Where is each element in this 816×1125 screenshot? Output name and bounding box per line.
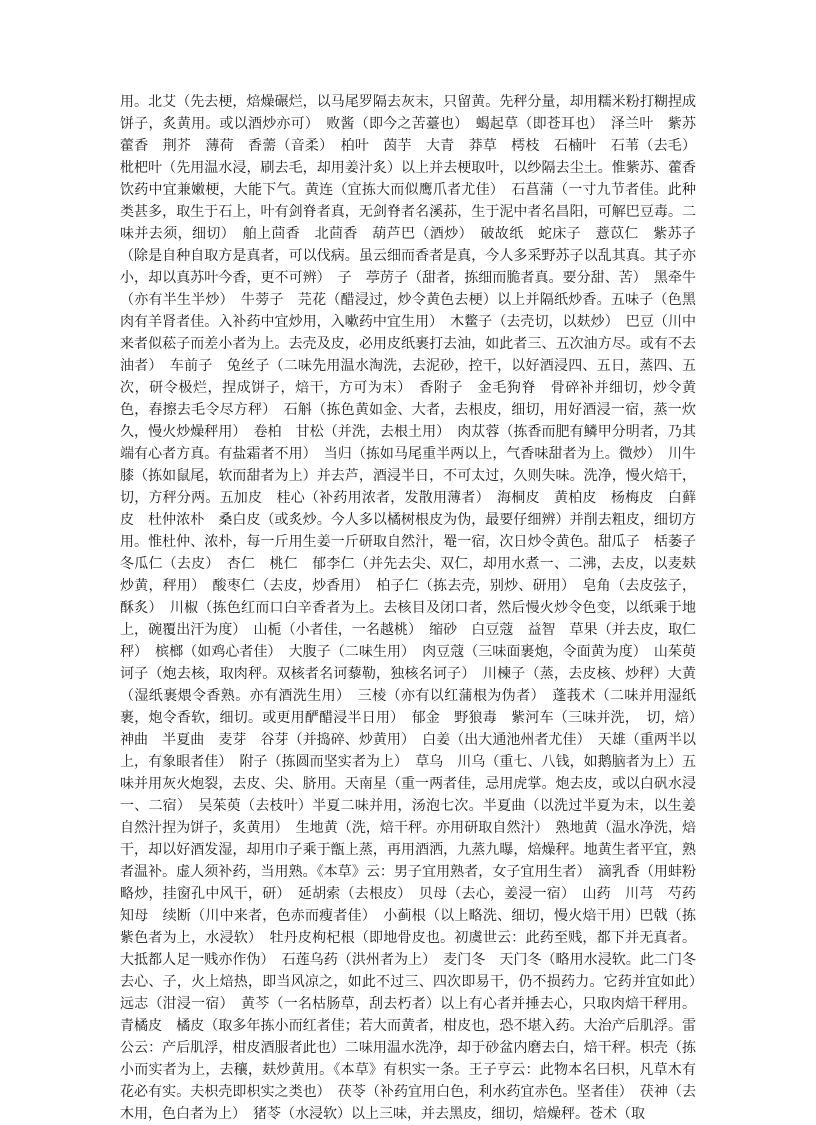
body-text: 用。北艾（先去梗，焙燥碾烂，以马尾罗隔去灰末，只留黄。先秤分量，却用糯米粉打糊捏成饼子，炙黄用。或以酒炒亦可） 败酱（即今之苦薹也） 蝎起草（即苍耳也） 泽兰叶 紫苏藿香 荆芥 薄荷 香薷（音柔） 柏叶 茵芋 大青 莽草 樗枝 石楠叶 石苇（去毛）枇杷叶（先用温水浸，刷去毛，却用姜汁炙）以上并去梗取叶，以纱隔去尘土。惟紫苏、藿香饮药中宜兼嫩梗，大能下气。黄连（宜拣大而似鹰爪者尤佳） 石菖蒲（一寸九节者佳。此种类甚多，取生于石上，叶有剑脊者真，无剑脊者名溪荪，生于泥中者名昌阳，可解巴豆毒。二味并去须，细切） 舶上茴香 北茴香 葫芦巴（酒炒） 破故纸 蛇床子 薏苡仁 紫苏子（除是自种自取方是真者，可以伐病。虽云细而香者是真，今人多采野苏子以乱其真。其子亦小，却以真苏叶今香，更不可辨） 子 葶苈子（甜者，拣细而脆者真。要分甜、苦） 黑牵牛（亦有半生半炒） 牛蒡子 芫花（醋浸过，炒令黄色去梗）以上并隔纸炒香。五味子（色黑肉有羊肾者佳。入补药中宜炒用，入嗽药中宜生用） 木鳖子（去壳切，以麸炒） 巴豆（川中来者似菘子而差小者为上。去壳及皮，必用皮纸裹打去油，如此者三、五次油方尽。或有不去油者） 车前子 兔丝子（二味先用温水淘洗，去泥砂，控干，以好酒浸四、五日，蒸四、五次，研令极烂，捏成饼子，焙干，方可为末） 香附子 金毛狗脊 骨碎补并细切，炒令黄色，舂擦去毛令尽方秤） 石斛（拣色黄如金、大者，去根皮，细切，用好酒浸一宿，蒸一炊久，慢火炒燥秤用） 卷柏 甘松（并洗，去根土用） 肉苁蓉（拣香而肥有鳞甲分明者，乃其端有心者方真。有盐霜者不用） 当归（拣如马尾重半两以上，气香味甜者为上。微炒） 川牛膝（拣如鼠尾，软而甜者为上）并去芦，酒浸半日，不可太过，久则失味。洗净，慢火焙干，切，方秤分两。五加皮 桂心（补药用浓者，发散用薄者） 海桐皮 黄柏皮 杨梅皮 白藓皮 杜仲浓朴 桑白皮（或炙炒。今人多以橘树根皮为伪，最要仔细辨）并削去粗皮，细切方用。惟杜仲、浓朴，每一斤用生姜一斤研取自然汁，罨一宿，次日炒令黄色。甜瓜子 栝萎子 冬瓜仁（去皮） 杏仁 桃仁 郁李仁（并先去尖、双仁，却用水煮一、二沸，去皮，以麦麸炒黄，秤用） 酸枣仁（去皮，炒香用） 柏子仁（拣去壳，别炒、研用） 皂角（去皮弦子，酥炙） 川椒（拣色红而口白辛香者为上。去核目及闭口者，然后慢火炒令色变，以纸乘于地上，碗覆出汗为度） 山栀（小者佳，一名越桃） 缩砂 白豆蔻 益智 草果（并去皮，取仁秤） 槟榔（如鸡心者佳） 大腹子（二味生用） 肉豆蔻（三味面裹炮，令面黄为度） 山茱萸 诃子（炮去核，取肉秤。双核者名诃藜勒，独核名诃子） 川楝子（蒸，去皮核、炒秤）大黄（湿纸裹煨令香熟。亦有酒洗生用） 三棱（亦有以红蒲根为伪者） 蓬莪术（二味并用湿纸裹，炮令香软，细切。或更用酽醋浸半日用） 郁金 野狼毒 紫河车（三味并洗， 切，焙） 神曲 半夏曲 麦芽 谷芽（并捣碎、炒黄用） 白姜（出大通池州者尤佳） 天雄（重两半以上，有象眼者佳） 附子（拣圆而坚实者为上） 草乌 川乌（重七、八钱，如鹅脑者为上）五味并用灰火炮裂，去皮、尖、脐用。天南星（重一两者佳，忌用虎掌。炮去皮，或以白矾水浸一、二宿） 吴茱萸（去枝叶）半夏二味并用，汤泡七次。半夏曲（以洗过半夏为末，以生姜自然汁捏为饼子，炙黄用） 生地黄（洗，焙干秤。亦用研取自然汁） 熟地黄（温水净洗，焙干，却以好酒发湿，却用巾子乘于甑上蒸，再用酒洒，九蒸九曝，焙燥秤。地黄生者平宜，熟者温补。虚人须补药，当用熟。《本草》云：男子宜用熟者，女子宜用生者） 滴乳香（用蚌粉略炒，挂窗孔中风干，研） 延胡索（去根皮） 贝母（去心，姜浸一宿） 山药 川芎 芍药 知母 续断（川中来者，色赤而瘦者佳） 小蓟根（以上略洗、细切，慢火焙干用）巴戟（拣紫色者为上，水浸软） 牡丹皮枸杞根（即地骨皮也。初虞世云：此药至贱，都下并无真者。大抵都人足一贱亦作伪） 石莲乌药（洪州者为上） 麦门冬 天门冬（略用水浸软。此二门冬去心、子，火上焙热，即当风凉之，如此不过三、四次即易干，仍不损药力。它药并宜如此） 远志（泔浸一宿） 黄芩（一名枯肠草，刮去朽者）以上有心者并捶去心，只取肉焙干秤用。青橘皮 橘皮（取多年拣小而红者佳；若大而黄者，柑皮也，恐不堪入药。大治产后肌浮。雷公云：产后肌浮，柑皮酒服者此也）二味用温水洗净，却于砂盆内磨去白，焙干秤。枳壳（拣小而实者为上，去穰，麸炒黄用。《本草》有枳实一条。王子亨云：此物本名曰枳，凡草木有花必有实。夫枳壳即枳实之类也） 茯苓（补药宜用白色，利水药宜赤色。坚者佳） 茯神（去木用，色白者为上） 猪苓（水浸软）以上三味，并去黑皮，细切，焙燥秤。苍术（取 [120,94,710,1122]
